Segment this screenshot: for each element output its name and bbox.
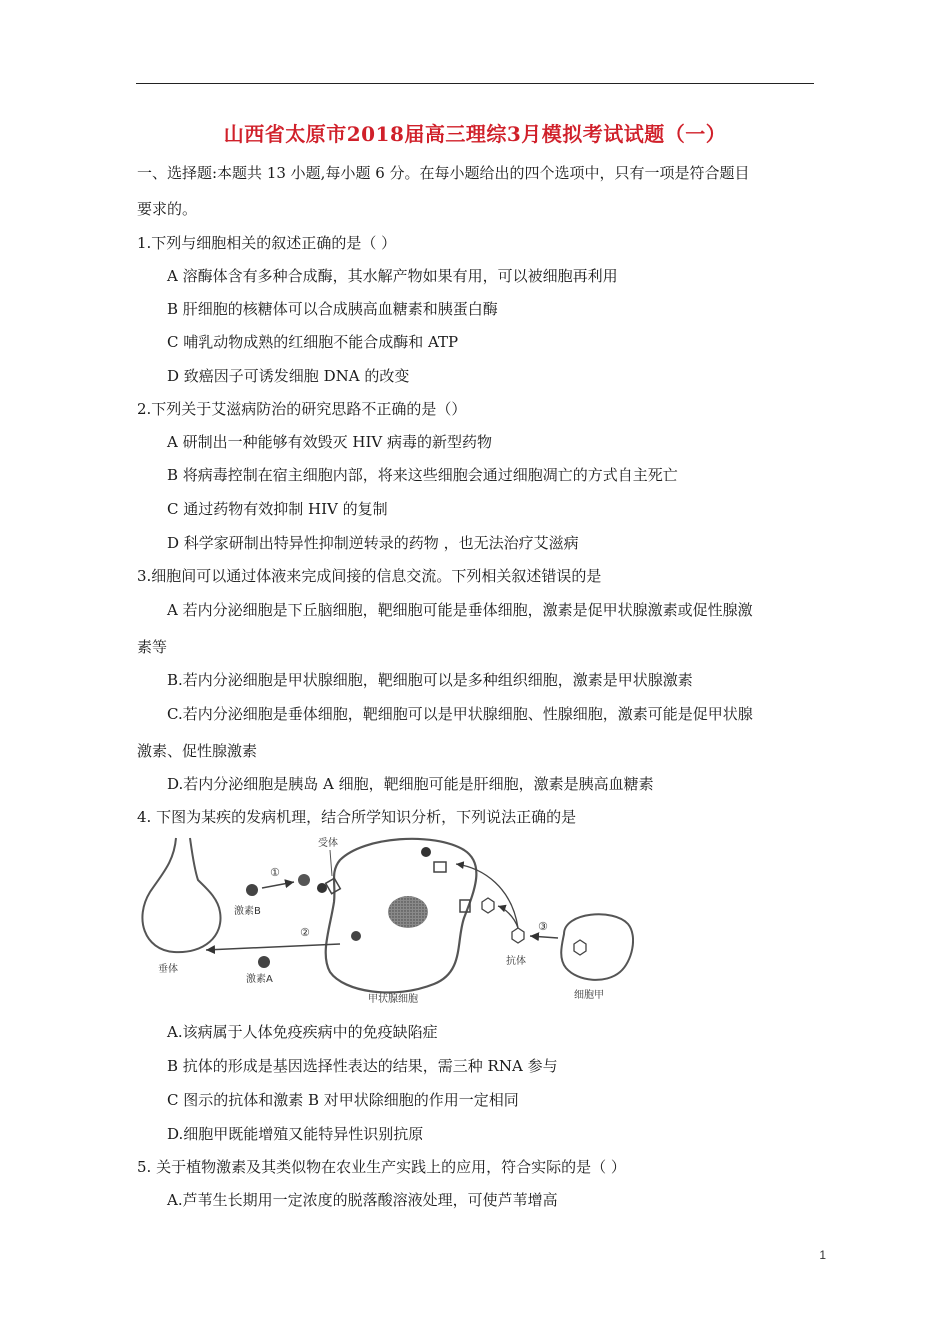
page-title: 山西省太原市2018届高三理综3月模拟考试试题（一） — [223, 122, 727, 146]
question-4-option-b: B 抗体的形成是基因选择性表达的结果，需三种 RNA 参与 — [167, 1057, 558, 1075]
question-5-option-a: A.芦苇生长期用一定浓度的脱落酸溶液处理，可使芦苇增高 — [167, 1191, 558, 1209]
section-instruction-line-1: 一、选择题:本题共 13 小题,每小题 6 分。在每小题给出的四个选项中，只有一项是符合题目 — [137, 164, 750, 182]
thyroid-nucleus — [388, 896, 428, 928]
question-3-option-c-line-2: 激素、促性腺激素 — [137, 742, 258, 760]
step-1-label: ① — [270, 866, 280, 879]
question-3-option-d: D.若内分泌细胞是胰岛 A 细胞，靶细胞可能是肝细胞，激素是胰高血糖素 — [167, 775, 654, 793]
page-number: 1 — [819, 1248, 826, 1262]
question-2-stem: 2.下列关于艾滋病防治的研究思路不正确的是（） — [137, 400, 467, 418]
question-4-option-a: A.该病属于人体免疫疾病中的免疫缺陷症 — [167, 1023, 438, 1041]
question-3-option-a-line-1: A 若内分泌细胞是下丘脑细胞，靶细胞可能是垂体细胞，激素是促甲状腺激素或促性腺激 — [167, 601, 753, 619]
hormone-b-label: 激素B — [234, 906, 261, 917]
cell-jia-label: 细胞甲 — [574, 990, 604, 1001]
antibody-label: 抗体 — [506, 956, 526, 967]
section-instruction-line-2: 要求的。 — [137, 200, 198, 218]
question-1-stem: 1.下列与细胞相关的叙述正确的是（ ） — [137, 234, 397, 252]
question-3-option-b: B.若内分泌细胞是甲状腺细胞，靶细胞可以是多种组织细胞，激素是甲状腺激素 — [167, 671, 693, 689]
question-2-option-a: A 研制出一种能够有效毁灭 HIV 病毒的新型药物 — [167, 433, 492, 451]
cell-jia-nucleus — [574, 940, 586, 955]
thyroid-cell-label: 甲状腺细胞 — [368, 994, 418, 1005]
antibody-arrow-to-top — [456, 864, 518, 928]
hormone-a-molecule — [258, 956, 270, 968]
question-3-stem: 3.细胞间可以通过体液来完成间接的信息交流。下列相关叙述错误的是 — [137, 567, 602, 585]
receptor-top — [434, 862, 446, 872]
antibody-bound — [482, 898, 494, 913]
question-4-option-c: C 图示的抗体和激素 B 对甲状除细胞的作用一定相同 — [167, 1091, 519, 1109]
question-3-option-c-line-1: C.若内分泌细胞是垂体细胞，靶细胞可以是甲状腺细胞、性腺细胞，激素可能是促甲状腺 — [167, 705, 753, 723]
step-2-label: ② — [300, 926, 310, 939]
question-2-option-c: C 通过药物有效抑制 HIV 的复制 — [167, 500, 388, 518]
step-2-arrow — [206, 944, 340, 950]
receptor-label: 受体 — [318, 838, 338, 849]
step-1-arrow — [262, 882, 294, 888]
question-4-option-d: D.细胞甲既能增殖又能特异性识别抗原 — [167, 1125, 424, 1143]
question-1-option-b: B 肝细胞的核糖体可以合成胰高血糖素和胰蛋白酶 — [167, 300, 498, 318]
pituitary-label: 垂体 — [158, 964, 178, 975]
antibody-free — [512, 928, 524, 943]
hormone-b-molecule — [246, 884, 258, 896]
question-2-option-b: B 将病毒控制在宿主细胞内部，将来这些细胞会通过细胞凋亡的方式自主死亡 — [167, 466, 678, 484]
hormone-a-molecule-cell — [351, 931, 361, 941]
cell-jia-membrane — [561, 914, 633, 980]
question-2-option-d: D 科学家研制出特异性抑制逆转录的药物 ，也无法治疗艾滋病 — [167, 534, 579, 552]
top-hormone-molecule — [421, 847, 431, 857]
pituitary-gland-shape — [142, 838, 220, 952]
question-1-option-c: C 哺乳动物成熟的红细胞不能合成酶和 ATP — [167, 333, 459, 351]
step-3-arrow — [530, 936, 558, 938]
step-3-label: ③ — [538, 920, 548, 933]
hormone-b-molecule-2 — [298, 874, 310, 886]
question-3-option-a-line-2: 素等 — [137, 638, 168, 656]
header-rule — [136, 83, 814, 84]
question-1-option-a: A 溶酶体含有多种合成酶，其水解产物如果有用，可以被细胞再利用 — [167, 267, 618, 285]
receptor-pointer — [330, 850, 332, 876]
disease-mechanism-diagram — [134, 832, 634, 1010]
hormone-a-label: 激素A — [246, 974, 273, 985]
antibody-arrow-to-right — [498, 906, 518, 928]
question-1-option-d: D 致癌因子可诱发细胞 DNA 的改变 — [167, 367, 410, 385]
question-4-stem: 4. 下图为某疾的发病机理，结合所学知识分析，下列说法正确的是 — [137, 808, 577, 826]
question-5-stem: 5. 关于植物激素及其类似物在农业生产实践上的应用，符合实际的是（ ） — [137, 1158, 626, 1176]
